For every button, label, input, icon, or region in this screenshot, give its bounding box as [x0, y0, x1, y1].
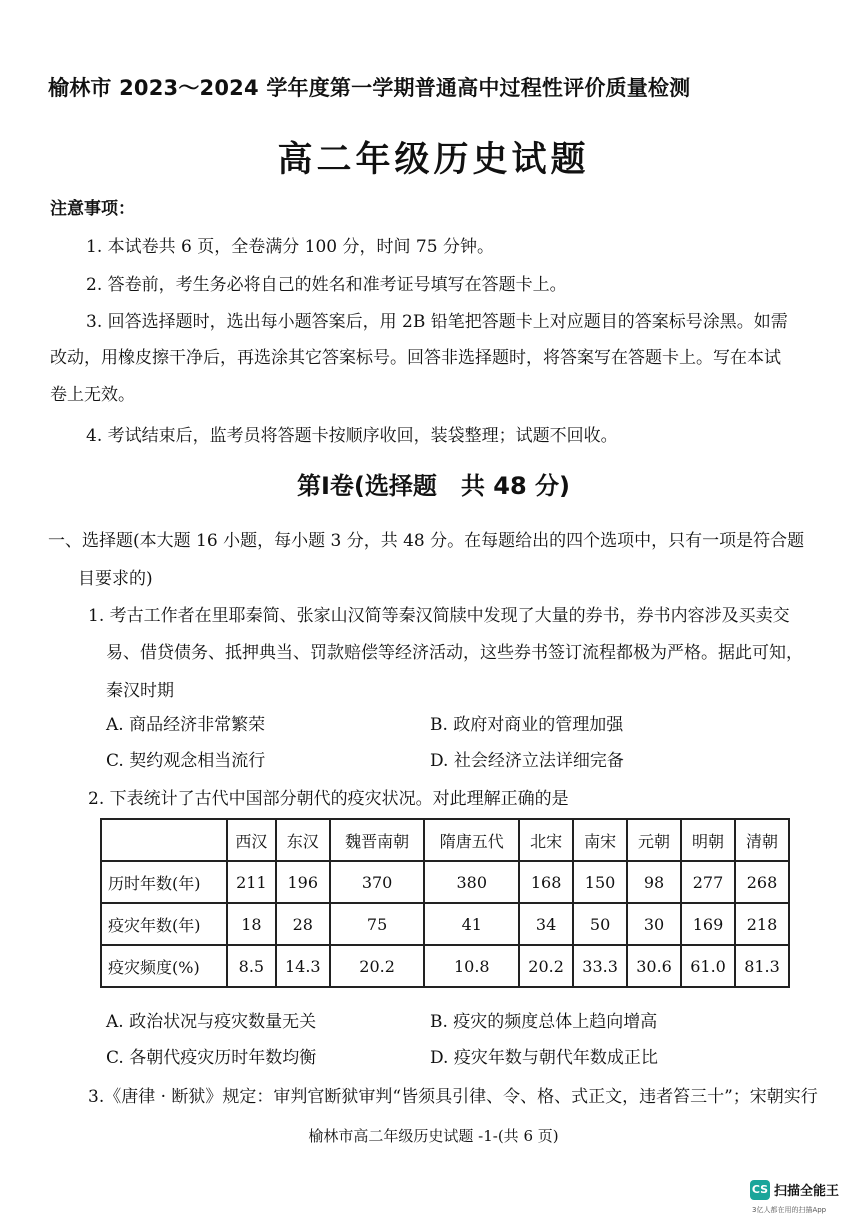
notice-line: 改动，用橡皮擦干净后，再选涂其它答案标号。回答非选择题时，将答案写在答题卡上。写在本试 — [50, 348, 781, 368]
table-cell: 20.2 — [330, 945, 425, 987]
table-cell: 清朝 — [735, 819, 789, 861]
table-cell: 81.3 — [735, 945, 789, 987]
table-cell: 28 — [276, 903, 330, 945]
table-cell: 20.2 — [519, 945, 573, 987]
part-heading: 一、选择题(本大题 16 小题，每小题 3 分，共 48 分。在每题给出的四个选项中，只有一项是符合题 — [48, 531, 805, 551]
table-cell: 277 — [681, 861, 735, 903]
notice-line: 2. 答卷前，考生务必将自己的姓名和准考证号填写在答题卡上。 — [86, 275, 567, 295]
table-cell: 明朝 — [681, 819, 735, 861]
watermark-tagline: 3亿人都在用的扫描App — [752, 1206, 827, 1214]
table-cell: 150 — [573, 861, 627, 903]
table-cell: 18 — [227, 903, 276, 945]
q2-option-a: A. 政治状况与疫灾数量无关 — [106, 1012, 317, 1032]
table-row — [101, 861, 789, 903]
notice-heading: 注意事项： — [50, 199, 135, 219]
table-cell: 168 — [519, 861, 573, 903]
q2-stem: 2. 下表统计了古代中国部分朝代的疫灾状况。对此理解正确的是 — [88, 789, 569, 809]
table-cell: 196 — [276, 861, 330, 903]
table-header-row — [101, 819, 789, 861]
table-row — [101, 945, 789, 987]
q1-option-d: D. 社会经济立法详细完备 — [430, 751, 624, 771]
table-cell: 33.3 — [573, 945, 627, 987]
table-cell: 75 — [330, 903, 425, 945]
q1-stem: 易、借贷债务、抵押典当、罚款赔偿等经济活动，这些券书签订流程都极为严格。据此可知， — [106, 643, 803, 663]
notice-line: 3. 回答选择题时，选出每小题答案后，用 2B 铅笔把答题卡上对应题目的答案标号涂黑。如需 — [86, 312, 788, 332]
camscanner-logo-icon: CS — [750, 1180, 770, 1200]
q2-option-b: B. 疫灾的频度总体上趋向增高 — [430, 1012, 658, 1032]
table-cell: 218 — [735, 903, 789, 945]
q2-option-d: D. 疫灾年数与朝代年数成正比 — [430, 1048, 658, 1068]
exam-title: 高二年级历史试题 — [277, 140, 590, 180]
table-cell: 隋唐五代 — [424, 819, 519, 861]
table-cell: 西汉 — [227, 819, 276, 861]
table-cell: 30.6 — [627, 945, 681, 987]
q2-option-c: C. 各朝代疫灾历时年数均衡 — [106, 1048, 317, 1068]
table-cell: 211 — [227, 861, 276, 903]
q1-option-a: A. 商品经济非常繁荣 — [106, 715, 266, 735]
table-cell: 10.8 — [424, 945, 519, 987]
table-cell: 268 — [735, 861, 789, 903]
notice-line: 4. 考试结束后，监考员将答题卡按顺序收回，装袋整理；试题不回收。 — [86, 426, 618, 446]
row-label: 历时年数(年) — [101, 861, 227, 903]
watermark-name: 扫描全能王 — [774, 1184, 840, 1199]
notice-line: 1. 本试卷共 6 页，全卷满分 100 分，时间 75 分钟。 — [86, 237, 494, 257]
table-cell: 34 — [519, 903, 573, 945]
table-cell: 41 — [424, 903, 519, 945]
table-cell: 元朝 — [627, 819, 681, 861]
table-cell: 东汉 — [276, 819, 330, 861]
table-cell: 370 — [330, 861, 425, 903]
part-heading: 目要求的) — [78, 569, 153, 589]
table-cell: 30 — [627, 903, 681, 945]
section-title: 第Ⅰ卷(选择题 共 48 分) — [297, 472, 570, 500]
table-cell: 380 — [424, 861, 519, 903]
q1-option-c: C. 契约观念相当流行 — [106, 751, 266, 771]
row-label: 疫灾频度(%) — [101, 945, 227, 987]
notice-line: 卷上无效。 — [50, 385, 135, 405]
table-row — [101, 903, 789, 945]
q3-stem: 3.《唐律 · 断狱》规定：审判官断狱审判“皆须具引律、令、格、式正文，违者笞三十”；宋朝实行 — [88, 1087, 818, 1107]
table-cell: 98 — [627, 861, 681, 903]
table-cell: 61.0 — [681, 945, 735, 987]
q1-option-b: B. 政府对商业的管理加强 — [430, 715, 624, 735]
table-cell: 8.5 — [227, 945, 276, 987]
epidemic-table — [100, 818, 790, 988]
table-cell: 50 — [573, 903, 627, 945]
row-label: 疫灾年数(年) — [101, 903, 227, 945]
table-cell: 14.3 — [276, 945, 330, 987]
exam-header: 榆林市 2023～2024 学年度第一学期普通高中过程性评价质量检测 — [48, 76, 691, 100]
table-cell: 魏晋南朝 — [330, 819, 425, 861]
table-cell: 南宋 — [573, 819, 627, 861]
q1-stem: 秦汉时期 — [106, 681, 174, 701]
q1-stem: 1. 考古工作者在里耶秦简、张家山汉简等秦汉简牍中发现了大量的券书，券书内容涉及买卖交 — [88, 606, 790, 626]
table-cell: 北宋 — [519, 819, 573, 861]
table-cell — [101, 819, 227, 861]
page-footer: 榆林市高二年级历史试题 -1-(共 6 页) — [308, 1127, 559, 1145]
table-cell: 169 — [681, 903, 735, 945]
